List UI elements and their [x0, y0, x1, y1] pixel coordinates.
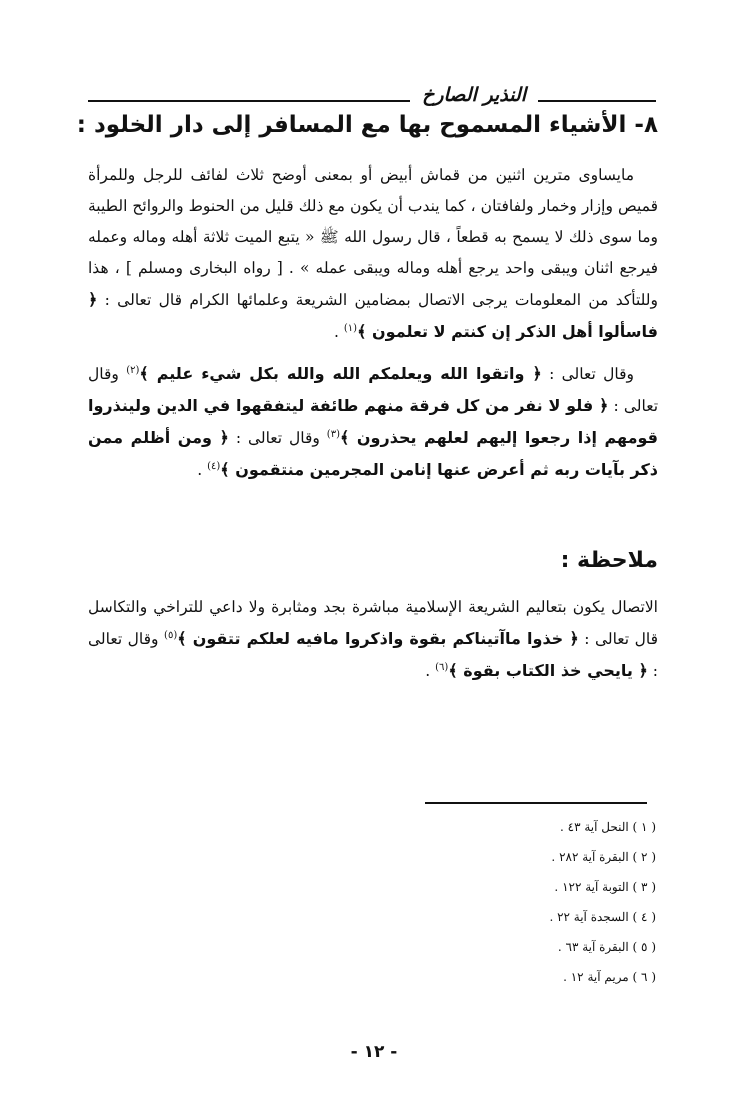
footnote-ref: (١)	[343, 322, 358, 334]
note-paragraph	[88, 592, 658, 687]
text-run: مايساوى مترين اثنين من قماش أبيض أو بمعنى أوضح ثلاث لفائف للرجل وللمرأة قميص وإزار وخمار ولفافتان ، كما يندب أن يكون مع ذلك قليل من الحنوط والروائح الطيبة وما سوى ذلك لا يسمح به قطعاً ، قال رسول الله ﷺ « يتبع الميت ثلاثة أهله وماله وعمله فيرجع اثنان ويبقى واحد يرجع أهله وماله ويبقى عمله » . [ رواه البخارى ومسلم ] ، هذا وللتأكد من المعلومات يرجى الاتصال بمضامين الشريعة وعلمائها الكرام قال تعالى :	[88, 166, 658, 309]
section-heading: ٨- الأشياء المسموح بها مع المسافر إلى دار الخلود :	[76, 112, 658, 138]
quran-quote: ﴿ فلو لا نفر من كل فرقة منهم طائفة ليتفقهوا في الدين ولينذروا قومهم إذا رجعوا إليهم لعلهم يحذرون ﴾	[88, 396, 658, 447]
quran-quote: ﴿ خذوا ماآتيناكم بقوة واذكروا مافيه لعلكم تتقون ﴾	[177, 629, 579, 648]
section-body	[88, 160, 658, 486]
footnote-item: ( ١ ) النحل آية ٤٣ .	[560, 820, 656, 834]
footnote-item: ( ٤ ) السجدة آية ٢٢ .	[549, 910, 656, 924]
footnote-item: ( ٥ ) البقرة آية ٦٣ .	[557, 940, 656, 954]
text-run: وقال تعالى :	[541, 365, 634, 383]
footnote-item: ( ٣ ) التوبة آية ١٢٢ .	[554, 880, 656, 894]
text-run: وقال تعالى :	[88, 630, 658, 680]
header-rule	[88, 100, 656, 102]
footnote-ref: (٣)	[326, 428, 340, 440]
text-run: وقال تعالى :	[228, 429, 327, 447]
text-run: .	[334, 323, 344, 341]
text-run: .	[197, 461, 208, 479]
running-title: النذير الصارخ	[410, 84, 538, 106]
quran-quote: ﴿ يايحي خذ الكتاب بقوة ﴾	[448, 661, 648, 680]
footnote-ref: (٦)	[435, 661, 449, 673]
footnote-item: ( ٢ ) البقرة آية ٢٨٢ .	[551, 850, 656, 864]
note-heading: ملاحظة :	[560, 548, 658, 573]
paragraph-1	[88, 160, 658, 348]
text-run: وقال تعالى :	[88, 365, 659, 415]
footnote-list	[549, 812, 656, 992]
running-header	[88, 78, 656, 106]
quran-quote: ﴿ ومن أظلم ممن ذكر بآيات ربه ثم أعرض عنها إنامن المجرمين منتقمون ﴾	[88, 428, 658, 479]
quran-quote: ﴿ واتقوا الله ويعلمكم الله والله بكل شيء عليم ﴾	[139, 364, 542, 383]
footnote-ref: (٤)	[207, 460, 221, 472]
text-run: الاتصال يكون بتعاليم الشريعة الإسلامية مباشرة بجد ومثابرة ولا داعي للتراخي والتكاسل قال تعالى :	[88, 598, 658, 648]
footnote-ref: (٢)	[126, 364, 140, 376]
paragraph-2	[88, 358, 658, 486]
footnote-item: ( ٦ ) مريم آية ١٢ .	[563, 970, 656, 984]
footnote-separator	[425, 802, 647, 804]
quran-quote: ﴿ فاسألوا أهل الذكر إن كنتم لا تعلمون ﴾	[88, 290, 658, 341]
page-number: - ١٢ -	[350, 1042, 398, 1062]
footnote-ref: (٥)	[164, 629, 178, 641]
note-body	[88, 592, 658, 687]
text-run: .	[425, 662, 436, 680]
